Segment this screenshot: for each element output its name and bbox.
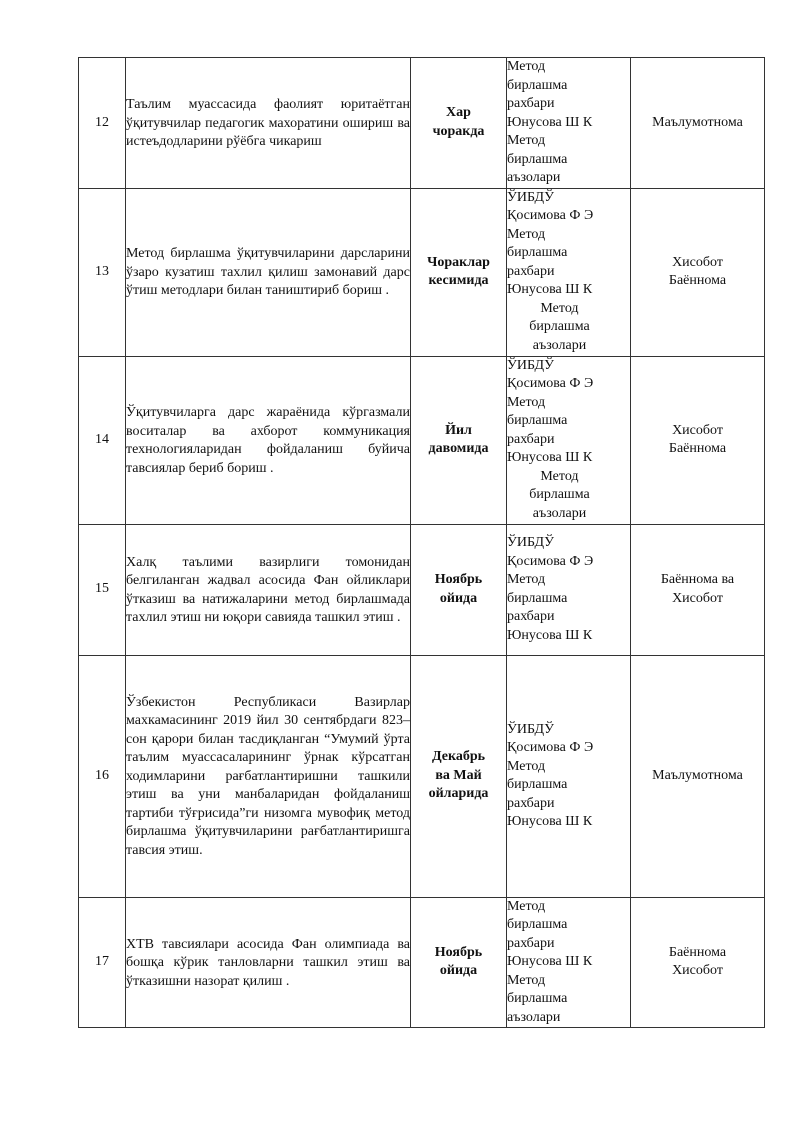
row-number: 14 (79, 356, 126, 524)
responsible-line: аъзолари (532, 337, 587, 353)
time-line: ойларида (428, 786, 489, 802)
task-cell (126, 655, 411, 897)
row-number: 12 (79, 58, 126, 189)
responsible-line: Қосимова Ф Э (507, 376, 594, 392)
responsible-line: аъзолари (507, 170, 561, 185)
responsible-line: Метод (507, 758, 546, 774)
responsible-cell (507, 58, 631, 189)
responsible-line: рахбари (507, 96, 555, 111)
time-cell (411, 897, 507, 1028)
row-number: 13 (79, 188, 126, 356)
time-line: ойида (439, 963, 478, 979)
responsible-line: бирлашма (507, 590, 568, 606)
time-line: ойида (439, 590, 478, 606)
time-cell (411, 524, 507, 655)
time-line: чоракда (432, 123, 485, 139)
responsible-line: бирлашма (507, 777, 568, 792)
result-line: Хисобот (672, 963, 723, 979)
time-cell (411, 188, 507, 356)
result-cell (631, 356, 765, 524)
responsible-line: ЎИБДЎ (507, 721, 554, 737)
time-cell (411, 655, 507, 897)
responsible-line: рахбари (507, 935, 555, 951)
result-cell (631, 524, 765, 655)
result-line: Баённома ва (660, 572, 735, 587)
responsible-line: Қосимова Ф Э (507, 553, 594, 569)
responsible-line: бирлашма (507, 991, 568, 1006)
responsible-line: ЎИБДЎ (507, 357, 554, 373)
table-row (79, 524, 765, 655)
responsible-line: бирлашма (507, 77, 568, 93)
result-line: Баённома (668, 273, 727, 288)
responsible-line: Метод (507, 226, 546, 242)
responsible-line: рахбари (507, 431, 555, 447)
plan-table-body (79, 58, 765, 1028)
task-text: Ўзбекистон Республикаси Вазирлар махкамасининг 2019 йил 30 сентябрдаги 823–сон қарори билан тасдиқланган “Умумий ўрта таълим муассасаларининг ўрнак кўрсатган ходимларини рағбатлантиришни ташкили этиш ва уни манбаларидан фойдаланиш тартиби тўғрисида”ги низомга мувофиқ метод бирлашма ўқитувчиларини рағбатлантиришга тавсия этиш. (126, 694, 410, 858)
time-line: Чораклар (427, 254, 490, 270)
responsible-line: Метод (540, 468, 579, 484)
responsible-line: Юнусова Ш К (507, 282, 593, 298)
responsible-line: Метод (540, 300, 579, 316)
responsible-line: Юнусова Ш К (507, 627, 593, 643)
task-cell (126, 356, 411, 524)
responsible-line: Метод (507, 394, 546, 410)
row-number: 17 (79, 897, 126, 1028)
table-row (79, 356, 765, 524)
responsible-line: бирлашма (529, 487, 590, 503)
responsible-cell (507, 897, 631, 1028)
responsible-line: Қосимова Ф Э (507, 740, 594, 755)
table-row (79, 58, 765, 189)
time-cell (411, 356, 507, 524)
task-cell (126, 58, 411, 189)
responsible-cell (507, 188, 631, 356)
task-text: Таълим муассасида фаолият юритаётган ўқитувчилар педагогик махоратини ошириш ва истеъдодларини рўёбга чикариш (126, 97, 410, 149)
task-text: Халқ таълими вазирлиги томонидан белгиланган жадвал асосида Фан ойликлари ўтказиш ва натижаларини метод бирлашмада тахлил этиш ни юқори савияда ташкил этиш . (126, 554, 410, 625)
result-line: Баённома (668, 441, 727, 456)
time-line: Йил (445, 422, 472, 438)
responsible-line: бирлашма (529, 319, 590, 335)
time-line: Декабрь (431, 749, 486, 765)
task-text: ХТВ тавсиялари асосида Фан олимпиада ва бошқа кўрик танловларни ташкил этиш ва ўтказишни назорат қилиш . (126, 936, 410, 989)
responsible-line: Юнусова Ш К (507, 814, 593, 829)
responsible-line: бирлашма (507, 245, 568, 261)
plan-table (78, 57, 765, 1028)
task-text: Метод бирлашма ўқитувчиларини дарсларини ўзаро кузатиш тахлил қилиш замонавий дарс ўтиш методлари билан таништириб бориш . (126, 246, 410, 299)
result-line: Маълумотнома (652, 114, 743, 130)
task-cell (126, 897, 411, 1028)
responsible-line: аъзолари (507, 1009, 561, 1025)
time-line: ва Май (435, 767, 482, 783)
row-number: 15 (79, 524, 126, 655)
responsible-line: Метод (507, 898, 546, 914)
responsible-line: бирлашма (507, 151, 568, 167)
result-cell (631, 897, 765, 1028)
task-cell (126, 188, 411, 356)
responsible-line: Юнусова Ш К (507, 114, 593, 130)
result-line: Баённома (668, 944, 727, 960)
responsible-line: Метод (507, 59, 546, 74)
responsible-cell (507, 356, 631, 524)
responsible-line: Метод (507, 133, 546, 148)
responsible-cell (507, 524, 631, 655)
table-row (79, 897, 765, 1028)
table-row (79, 655, 765, 897)
responsible-line: Юнусова Ш К (507, 954, 593, 969)
responsible-line: Қосимова Ф Э (507, 208, 594, 224)
responsible-line: Метод (507, 572, 546, 587)
responsible-cell (507, 655, 631, 897)
table-row (79, 188, 765, 356)
task-text: Ўқитувчиларга дарс жараёнида кўргазмали воситалар ва ахборот коммуникация технологияларидан фойдаланиш буйича тавсиялар бериб бориш . (126, 405, 410, 476)
responsible-line: Метод (507, 972, 546, 988)
responsible-line: бирлашма (507, 413, 568, 429)
responsible-line: Юнусова Ш К (507, 450, 593, 466)
task-cell (126, 524, 411, 655)
result-cell (631, 188, 765, 356)
responsible-line: ЎИБДЎ (507, 535, 554, 550)
responsible-line: рахбари (507, 795, 555, 811)
result-line: Хисобот (672, 590, 723, 606)
time-line: кесимида (428, 273, 489, 288)
responsible-line: рахбари (507, 263, 555, 279)
time-line: давомида (428, 441, 489, 456)
time-line: Ноябрь (434, 944, 483, 960)
responsible-line: аъзолари (532, 505, 587, 521)
time-line: Хар (446, 105, 471, 121)
row-number: 16 (79, 655, 126, 897)
result-cell (631, 655, 765, 897)
responsible-line: ЎИБДЎ (507, 189, 554, 205)
responsible-line: рахбари (507, 609, 555, 624)
result-cell (631, 58, 765, 189)
time-line: Ноябрь (434, 572, 483, 587)
result-line: Хисобот (672, 254, 723, 270)
result-line: Хисобот (672, 422, 723, 438)
responsible-line: бирлашма (507, 917, 568, 932)
time-cell (411, 58, 507, 189)
result-line: Маълумотнома (652, 767, 743, 783)
